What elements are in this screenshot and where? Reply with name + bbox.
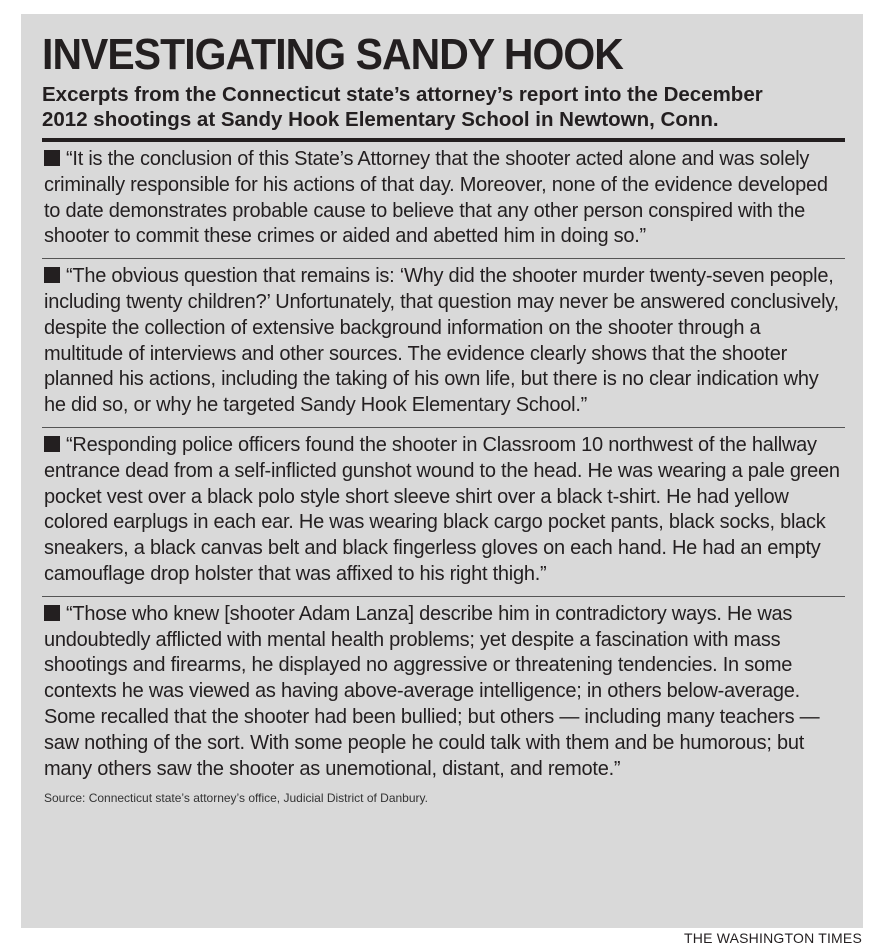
subheadline: Excerpts from the Connecticut state’s attorney’s report into the December 2012 shootings at Sandy Hook Elementary School in Newtown, Conn. (42, 83, 763, 131)
quote-text: “Those who knew [shooter Adam Lanza] describe him in contradictory ways. He was undoubtedly afflicted with mental health problems; yet despite a fascination with mass shootings and firearms, he displayed no aggressive or threatening tendencies. In some contexts he was viewed as having above-average intelligence; in others below-average. Some recalled that the shooter had been bullied; but others — including many teachers — saw nothing of the sort. With some people he could talk with them and be humorous; but many others saw the shooter as unemotional, distant, and remote.” (44, 602, 820, 780)
infographic-content (42, 32, 845, 806)
quote-text: “The obvious question that remains is: ‘Why did the shooter murder twenty-seven people, including twenty children?’ Unfortunately, that question may never be answered conclusively, despite the collection of extensive background information on the shooter through a multitude of interviews and other sources. The evidence clearly shows that the shooter planned his actions, including the taking of his own life, but there is no clear indication why he did so, or why he targeted Sandy Hook Elementary School.” (44, 265, 839, 417)
source-note: Source: Connecticut state’s attorney’s office, Judicial District of Danbury. (44, 791, 428, 806)
quote-block-4 (42, 597, 845, 791)
square-bullet-icon (44, 436, 60, 452)
square-bullet-icon (44, 150, 60, 166)
quote-block-2 (42, 259, 845, 427)
square-bullet-icon (44, 267, 60, 283)
quote-block-3 (42, 428, 845, 596)
headline: INVESTIGATING SANDY HOOK (42, 30, 623, 79)
quote-text: “It is the conclusion of this State’s Attorney that the shooter acted alone and was solely criminally responsible for his actions of that day. Moreover, none of the evidence developed to date demonstrates probable cause to believe that any other person conspired with the shooter to commit these crimes or aided and abetted him in doing so.” (44, 148, 828, 248)
quote-text: “Responding police officers found the shooter in Classroom 10 northwest of the hallway entrance dead from a self-inflicted gunshot wound to the head. He was wearing a pale green pocket vest over a black polo style short sleeve shirt over a black t-shirt. He had yellow colored earplugs in each ear. He was wearing black cargo pocket pants, black socks, black sneakers, a black canvas belt and black fingerless gloves on each hand. He had an empty camouflage drop holster that was affixed to his right thigh.” (44, 433, 840, 585)
publisher-credit: THE WASHINGTON TIMES (684, 930, 862, 946)
quote-block-1 (42, 142, 845, 258)
infographic-panel (21, 14, 863, 928)
square-bullet-icon (44, 605, 60, 621)
